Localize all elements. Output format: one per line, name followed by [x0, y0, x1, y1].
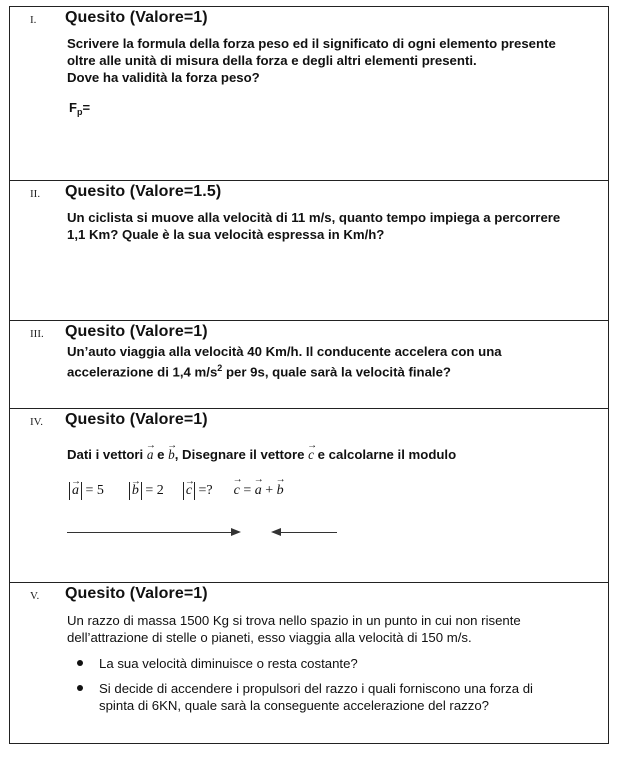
bullet-text: Si decide di accendere i propulsori del razzo i quali forniscono una forza di [99, 681, 533, 696]
question-3-line-end: per 9s, quale sarà la velocità finale? [222, 364, 451, 380]
question-3-numeral: III. [30, 328, 44, 340]
vector-b-arrow [277, 532, 337, 533]
magnitude-b-value: = 2 [145, 483, 164, 498]
bullet-dot [77, 685, 83, 691]
magnitude-c-value: =? [198, 483, 213, 498]
formula-subscript: p [76, 107, 83, 117]
bullet-item [67, 680, 589, 714]
bullet-item [67, 655, 589, 672]
divider-2 [9, 320, 609, 321]
question-2-title: Quesito (Valore=1.5) [65, 183, 222, 200]
vector-a: → a [147, 446, 154, 463]
question-2-line: 1,1 Km? Quale è la sua velocità espressa in Km/h? [67, 227, 385, 242]
formula-equals: = [82, 100, 91, 115]
text-part: Dati i vettori [67, 447, 147, 462]
weight-force-formula [69, 100, 90, 117]
question-5-bullets [67, 655, 589, 722]
question-3-line-start: accelerazione di 1,4 m/s [67, 364, 218, 380]
question-4-text [67, 446, 601, 463]
vector-c: → c [234, 483, 240, 499]
text-part: e [153, 447, 169, 462]
top-border [9, 6, 609, 7]
question-3-title: Quesito (Valore=1) [65, 323, 208, 340]
question-2-text [67, 209, 601, 243]
vector-a: → a [255, 483, 262, 499]
magnitude-a [69, 482, 82, 500]
question-5-numeral: V. [30, 590, 40, 602]
vector-b: → b [132, 482, 139, 500]
bottom-border [9, 743, 609, 744]
magnitude-b [129, 482, 142, 500]
equals-sign: = [243, 483, 252, 498]
bullet-text: La sua velocità diminuisce o resta costante? [99, 656, 358, 671]
vector-c: → c [308, 446, 314, 463]
question-3-line: Un’auto viaggia alla velocità 40 Km/h. Il conducente accelera con una [67, 344, 502, 359]
question-4-numeral: IV. [30, 416, 43, 428]
question-3-text [67, 343, 601, 380]
question-2-line: Un ciclista si muove alla velocità di 11 m/s, quanto tempo impiega a percorrere [67, 210, 561, 225]
bullet-text: spinta di 6KN, quale sarà la conseguente accelerazione del razzo? [99, 698, 490, 713]
text-part: e calcolarne il modulo [313, 447, 457, 462]
text-part: , Disegnare il vettore [174, 447, 309, 462]
vector-b: → b [277, 483, 284, 499]
vector-equations [69, 482, 284, 500]
question-5-text [67, 612, 601, 646]
question-1-line: Dove ha validità la forza peso? [67, 70, 260, 85]
plus-sign: + [265, 483, 274, 498]
divider-4 [9, 582, 609, 583]
divider-1 [9, 180, 609, 181]
vector-a-arrow [67, 532, 235, 533]
vector-b-arrowhead [271, 528, 281, 536]
formula-symbol: F [69, 100, 77, 115]
question-1-line: Scrivere la formula della forza peso ed il significato di ogni elemento presente [67, 36, 556, 51]
bullet-dot [77, 660, 83, 666]
question-1-numeral: I. [30, 14, 37, 26]
vector-a: → a [72, 482, 79, 500]
sheet-left-border [9, 6, 10, 744]
question-1-line: oltre alle unità di misura della forza e degli altri elementi presenti. [67, 53, 477, 68]
magnitude-a-value: = 5 [85, 483, 104, 498]
sheet-right-border [608, 6, 609, 744]
question-5-line: Un razzo di massa 1500 Kg si trova nello spazio in un punto in cui non risente [67, 613, 521, 628]
magnitude-c [183, 482, 195, 500]
exponent: 2 [217, 363, 223, 373]
question-5-line: dell’attrazione di stelle o pianeti, esso viaggia alla velocità di 150 m/s. [67, 630, 472, 645]
question-1-text [67, 35, 601, 86]
divider-3 [9, 408, 609, 409]
vector-b: → b [168, 446, 175, 463]
question-4-title: Quesito (Valore=1) [65, 411, 208, 428]
vector-c: → c [186, 482, 192, 500]
vector-a-arrowhead [231, 528, 241, 536]
exam-sheet [9, 2, 609, 744]
question-1-title: Quesito (Valore=1) [65, 9, 208, 26]
question-3-line [67, 360, 601, 380]
question-5-title: Quesito (Valore=1) [65, 585, 208, 602]
question-2-numeral: II. [30, 188, 41, 200]
